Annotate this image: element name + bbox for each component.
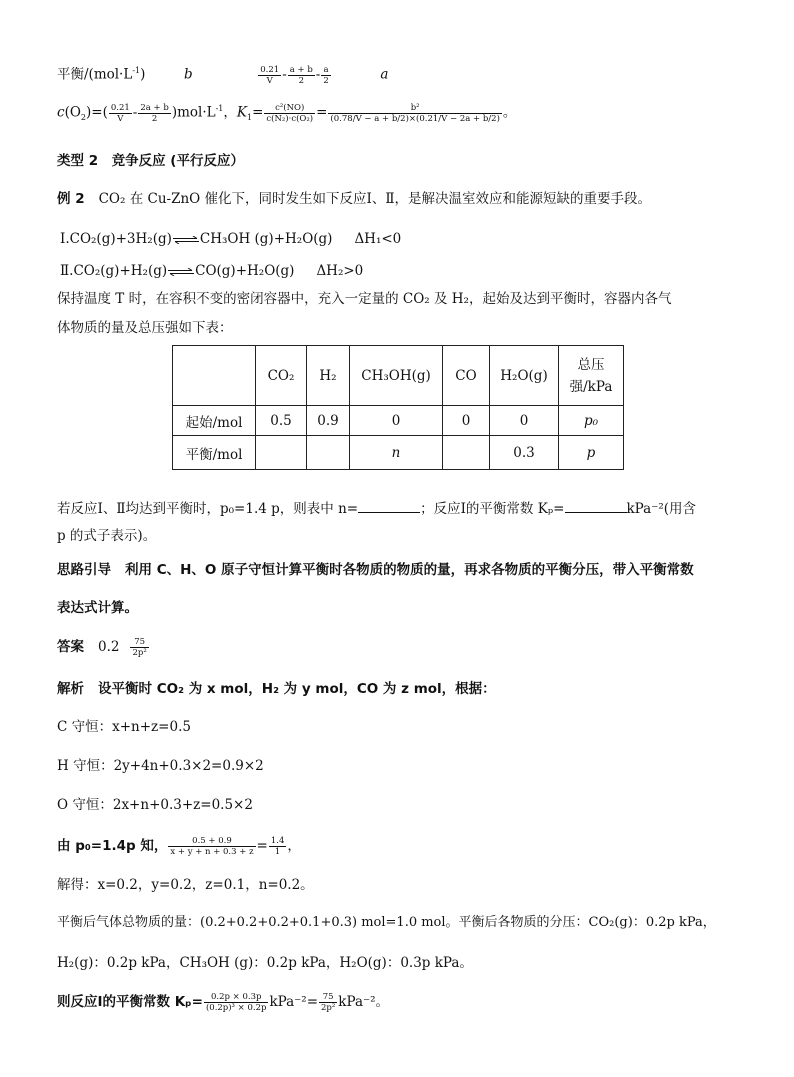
section-heading: 类型 2 竞争反应 (平行反应） — [57, 153, 244, 169]
analysis-label: 解析 — [57, 681, 84, 697]
equilibrium-row: 平衡$/(mol\cdot L^{-1})$ b $\frac{0.21}{V}$ - $\frac{a + b}{2}$ - $\frac{a}{2}$ a — [57, 64, 389, 86]
data-table — [172, 345, 624, 470]
var-a: a — [380, 66, 389, 83]
hint-line-1: 思路引导 利用 C、H、O 原子守恒计算平衡时各物质的物质的量，再求各物质的平衡分压，带入平衡常数 — [57, 562, 694, 578]
table-cell: 0.9 — [307, 406, 350, 436]
table-cell: 0.3 — [490, 436, 559, 470]
k1-fraction: $\frac{\text{b²}}{(0.78/V - a + b/2)\times(0.21/V - 2a + b/2)}$ — [330, 102, 500, 124]
analysis-intro: 解析 设平衡时 CO₂ 为 x mol，H₂ 为 y mol，CO 为 z mol，根据： — [57, 681, 496, 697]
table-row — [173, 436, 624, 470]
fraction: $\frac{a}{2}$ — [323, 64, 329, 86]
solution-line: 解得：x=0.2，y=0.2，z=0.1，n=0.2。 — [57, 877, 314, 893]
fraction: $\frac{0.21}{V}$ — [260, 64, 280, 86]
eq-label: 平衡/(mol·L — [57, 66, 133, 83]
answer-line — [57, 637, 150, 658]
partial-pressure-line: H₂(g)：0.2p kPa，CH₃OH (g)：0.2p kPa，H₂O(g)：0.3p kPa。 — [57, 955, 473, 971]
table-cell: 0 — [443, 406, 490, 436]
table-cell — [443, 436, 490, 470]
paragraph-line-2: 体物质的量及总压强如下表： — [57, 320, 233, 336]
table-cell: 0 — [350, 406, 443, 436]
equilibrium-arrow-icon — [168, 268, 194, 276]
kp-fraction-2: $\frac{75}{\text{2p²}}$ — [321, 992, 336, 1013]
answer-fraction: $\frac{75}{\text{2p²}}$ — [132, 637, 147, 658]
total-moles-line: 平衡后气体总物质的量：(0.2+0.2+0.2+0.1+0.3) mol=1.0 mol。平衡后各物质的分压：CO₂(g)：0.2p kPa， — [57, 915, 716, 930]
hint-line-2: 表达式计算。 — [57, 600, 138, 616]
answer-label: 答案 — [57, 639, 84, 655]
pressure-fraction: $\frac{0.5 + 0.9}{x + y + n + 0.3 + z}$ — [170, 836, 254, 857]
table-header-cell: CH₃OH(g) — [350, 346, 443, 406]
row-label: 起始/mol — [173, 406, 256, 436]
oxygen-conservation: O 守恒：2x+n+0.3+z=0.5×2 — [57, 797, 253, 813]
answer-blank-kp — [565, 500, 627, 513]
o2-concentration-line: $c(O_2)=$( $\frac{0.21}{V}$ - $\frac{2a + b}{2}$ )$mol\cdot L^{-1}$，$K_1=$ $\frac{\text{c²(NO)}}{\text{c(N₂)·c(O₂)}}$ = $\frac{\text{b²}}{(0.78/V - a + b/2)\times(0.21/V - 2a + b/2)}$ 。 — [57, 102, 517, 124]
hydrogen-conservation: H 守恒：2y+4n+0.3×2=0.9×2 — [57, 758, 264, 774]
table-cell: p — [559, 436, 624, 470]
var-b: b — [184, 66, 193, 83]
pressure-ratio-line: 由 p₀=1.4p 知， $\frac{0.5 + 0.9}{x + y + n + 0.3 + z}$ = $\frac{1.4}{1}$ ， — [57, 836, 301, 857]
table-header-row — [173, 346, 624, 406]
hint-label: 思路引导 — [57, 562, 111, 578]
pressure-fraction-2: $\frac{1.4}{1}$ — [270, 836, 285, 857]
answer-value: 0.2 — [98, 639, 120, 655]
table-header-cell: CO₂ — [256, 346, 307, 406]
row-label: 平衡/mol — [173, 436, 256, 470]
question-line-2: p 的式子表示)。 — [57, 528, 157, 544]
example-statement: 例 2 CO₂ 在 Cu-ZnO 催化下，同时发生如下反应Ⅰ、Ⅱ，是解决温室效应和能源短缺的重要手段。 — [57, 191, 652, 207]
paragraph-line-1: 保持温度 T 时，在容积不变的密闭容器中，充入一定量的 CO₂ 及 H₂，起始及达到平衡时，容器内各气 — [57, 291, 672, 307]
fraction: $\frac{a + b}{2}$ — [289, 64, 313, 86]
question-line-1: 若反应Ⅰ、Ⅱ均达到平衡时，p₀=1.4 p，则表中 n= ；反应Ⅰ的平衡常数 Kₚ= kPa⁻²(用含 — [57, 501, 697, 517]
table-cell — [307, 436, 350, 470]
reaction-2: Ⅱ.CO₂(g)+H₂(g) CO(g)+H₂O(g) ΔH₂>0 — [60, 263, 364, 279]
table-cell: p₀ — [559, 406, 624, 436]
kp-fraction: $\frac{0.2p \times 0.3p}{\text{(0.2p)³ × 0.2p}}$ — [205, 992, 267, 1013]
table-header-cell: 总压 强/kPa — [559, 346, 624, 406]
table-header-cell: CO — [443, 346, 490, 406]
reaction-1: Ⅰ.CO₂(g)+3H₂(g) CH₃OH (g)+H₂O(g) ΔH₁<0 — [60, 231, 402, 247]
table-header-cell — [173, 346, 256, 406]
answer-blank-n — [358, 500, 420, 513]
carbon-conservation: C 守恒：x+n+z=0.5 — [57, 719, 191, 735]
table-cell: 0 — [490, 406, 559, 436]
example-label: 例 2 — [57, 191, 85, 207]
table-header-cell: H₂O(g) — [490, 346, 559, 406]
kp-line: 则反应Ⅰ的平衡常数 Kₚ= $\frac{0.2p \times 0.3p}{\text{(0.2p)³ × 0.2p}}$ kPa⁻²= $\frac{75}{\text{2p²}}$ kPa⁻²。 — [57, 992, 390, 1013]
table-cell — [256, 436, 307, 470]
table-cell: 0.5 — [256, 406, 307, 436]
equilibrium-arrow-icon — [173, 236, 199, 244]
table-header-cell: H₂ — [307, 346, 350, 406]
table-cell: n — [350, 436, 443, 470]
table-row — [173, 406, 624, 436]
